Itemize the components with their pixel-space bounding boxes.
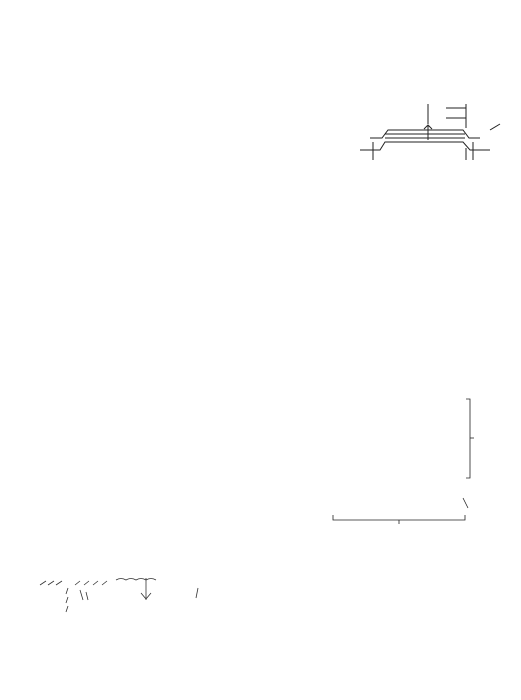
corner-brackets (333, 399, 474, 524)
collar-diagram-shape (360, 104, 500, 160)
pickup-marks (40, 578, 198, 612)
